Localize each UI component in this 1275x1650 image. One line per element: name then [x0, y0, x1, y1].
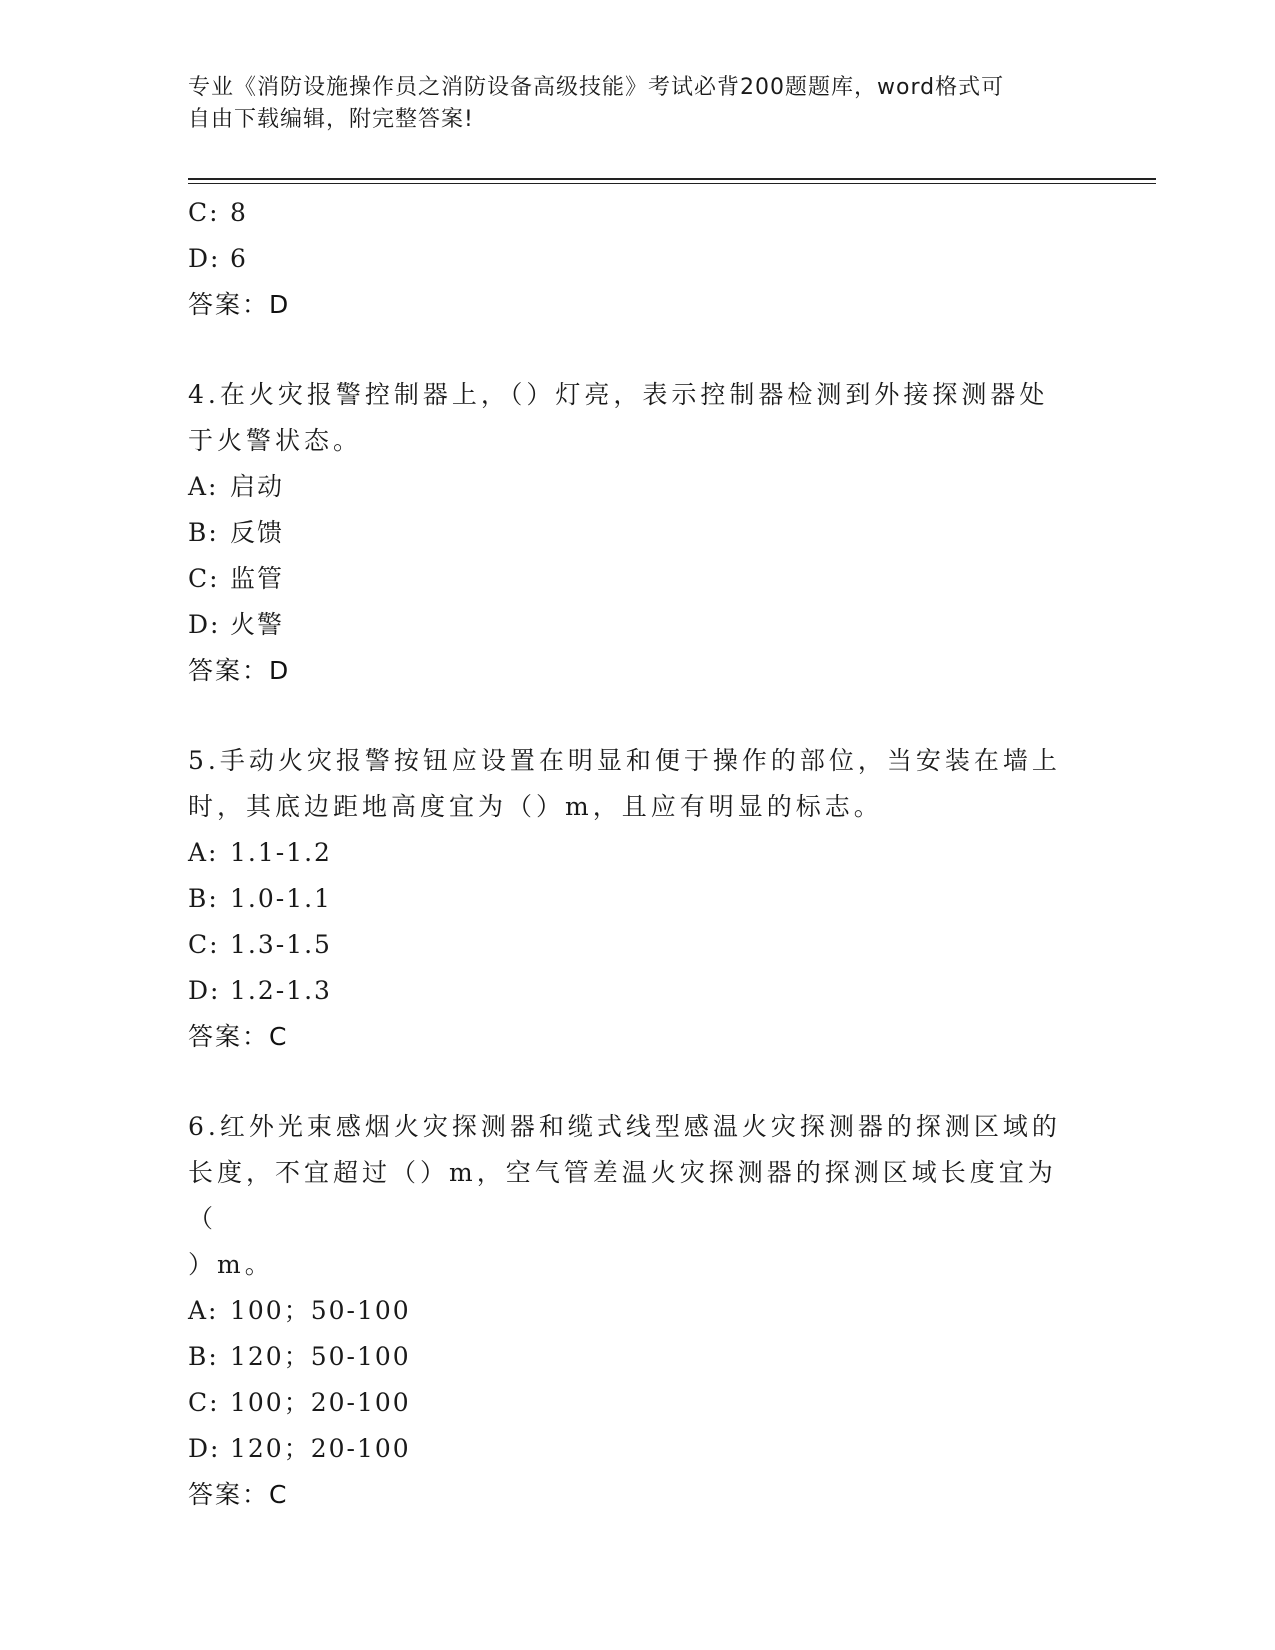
option-a [188, 1288, 1088, 1334]
option-text: 火警 [230, 610, 285, 639]
stem-line: ）m。 [188, 1250, 274, 1279]
option-label: C: [188, 198, 220, 227]
stem-line: 时，其底边距地高度宜为（）m，且应有明显的标志。 [188, 792, 883, 821]
answer-line [188, 648, 1088, 694]
answer-label: 答案： [188, 1480, 270, 1509]
question-6 [188, 1104, 1088, 1518]
option-d [188, 236, 1088, 282]
option-label: B: [188, 884, 219, 913]
question-4 [188, 372, 1088, 694]
option-d [188, 602, 1088, 648]
option-b [188, 1334, 1088, 1380]
option-text: 100；50-100 [230, 1296, 411, 1325]
question-list [188, 190, 1088, 1518]
option-label: C: [188, 564, 220, 593]
option-label: D: [188, 244, 221, 273]
option-label: D: [188, 1434, 221, 1463]
option-text: 120；50-100 [230, 1342, 411, 1371]
option-c [188, 922, 1088, 968]
stem-line: 6.红外光束感烟火灾探测器和缆式线型感温火灾探测器的探测区域的 [188, 1112, 1061, 1141]
option-b [188, 876, 1088, 922]
option-text: 8 [230, 198, 248, 227]
option-c [188, 1380, 1088, 1426]
option-label: D: [188, 610, 221, 639]
answer-value: D [269, 656, 291, 685]
option-c [188, 556, 1088, 602]
answer-value: D [269, 290, 291, 319]
answer-value: C [269, 1022, 289, 1051]
header-line-2: 自由下载编辑，附完整答案! [188, 107, 474, 132]
stem-line: 4.在火灾报警控制器上，（）灯亮，表示控制器检测到外接探测器处 [188, 380, 1049, 409]
answer-value: C [269, 1480, 289, 1509]
option-text: 反馈 [230, 518, 285, 547]
option-text: 监管 [230, 564, 285, 593]
answer-label: 答案： [188, 1022, 270, 1051]
option-text: 6 [230, 244, 248, 273]
page-header [188, 72, 1088, 136]
question-stem [188, 738, 1068, 830]
answer-line [188, 1014, 1088, 1060]
option-a [188, 464, 1088, 510]
question-stem [188, 372, 1068, 464]
header-rule-bottom [188, 183, 1156, 184]
option-text: 启动 [230, 472, 285, 501]
question-5 [188, 738, 1088, 1060]
stem-line: 长度，不宜超过（）m，空气管差温火灾探测器的探测区域长度宜为（ [188, 1158, 1057, 1233]
question-stem [188, 1104, 1068, 1288]
answer-line [188, 282, 1088, 328]
answer-line [188, 1472, 1088, 1518]
option-label: D: [188, 976, 221, 1005]
option-c [188, 190, 1088, 236]
answer-label: 答案： [188, 290, 270, 319]
option-text: 1.0-1.1 [230, 884, 332, 913]
header-line-1: 专业《消防设施操作员之消防设备高级技能》考试必背200题题库，word格式可 [188, 75, 1005, 100]
stem-line: 于火警状态。 [188, 426, 363, 455]
option-text: 1.2-1.3 [230, 976, 332, 1005]
option-label: C: [188, 930, 220, 959]
option-label: A: [188, 1296, 219, 1325]
stem-line: 5.手动火灾报警按钮应设置在明显和便于操作的部位，当安装在墙上 [188, 746, 1061, 775]
answer-label: 答案： [188, 656, 270, 685]
option-label: B: [188, 518, 219, 547]
option-text: 120；20-100 [230, 1434, 411, 1463]
option-text: 100；20-100 [230, 1388, 411, 1417]
option-d [188, 1426, 1088, 1472]
option-b [188, 510, 1088, 556]
option-label: A: [188, 472, 219, 501]
option-text: 1.3-1.5 [230, 930, 332, 959]
option-a [188, 830, 1088, 876]
option-label: B: [188, 1342, 219, 1371]
header-rule-top [188, 178, 1156, 180]
option-label: C: [188, 1388, 220, 1417]
option-text: 1.1-1.2 [230, 838, 332, 867]
option-d [188, 968, 1088, 1014]
option-label: A: [188, 838, 219, 867]
question-3-tail [188, 190, 1088, 328]
